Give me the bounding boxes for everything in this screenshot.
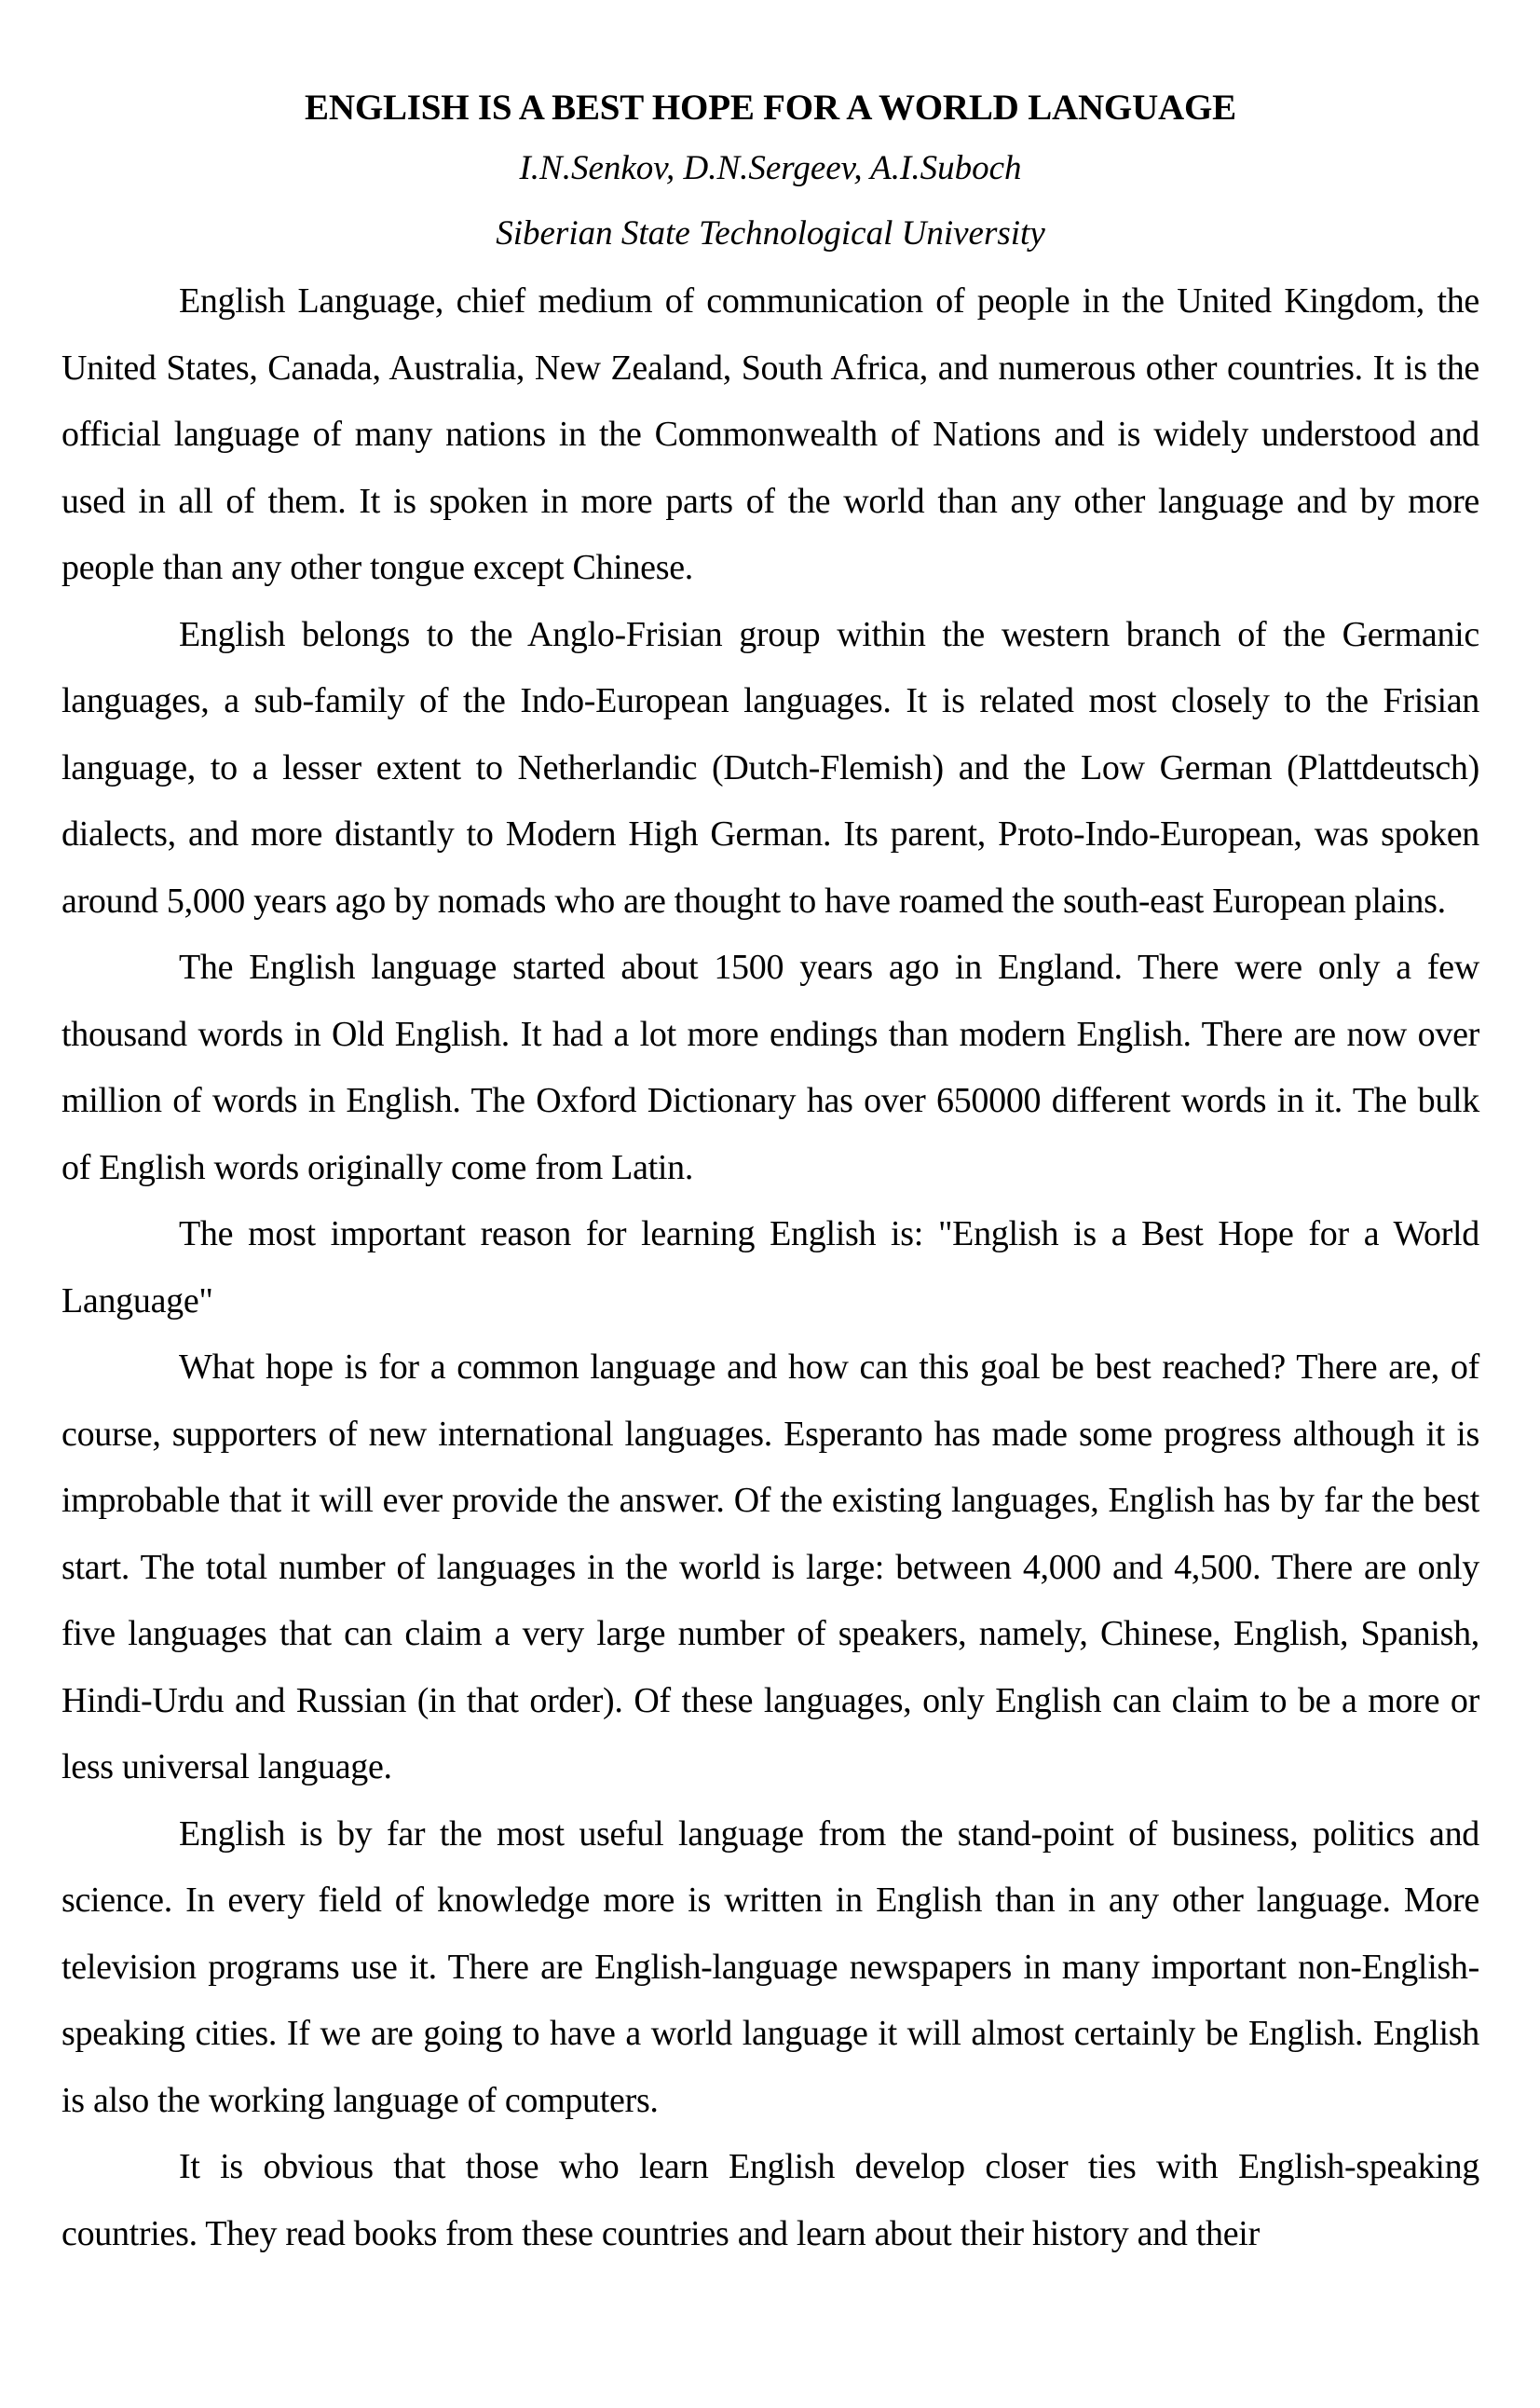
body-paragraph: English belongs to the Anglo-Frisian group within the western branch of the Germanic languages, a sub-family of the Indo-European languages. It is related most closely to the Frisian language, to a lesser extent to Netherlandic (Dutch-Flemish) and the Low German (Plattdeutsch) dialects, and more distantly to Modern High German. Its parent, Proto-Indo-European, was spoken around 5,000 years ago by nomads who are thought to have roamed the south-east European plains.	[61, 614, 1479, 921]
paper-title: ENGLISH IS A BEST HOPE FOR A WORLD LANGUAGE	[305, 88, 1236, 128]
author-list: I.N.Senkov, D.N.Sergeev, A.I.Suboch	[519, 149, 1022, 187]
article-body	[61, 268, 1479, 2267]
body-paragraph: The English language started about 1500 years ago in England. There were only a few thousand words in Old English. It had a lot more endings than modern English. There are now over million of words in English. The Oxford Dictionary has over 650000 different words in it. The bulk of English words originally come from Latin.	[61, 948, 1479, 1187]
body-paragraph: It is obvious that those who learn English develop closer ties with English-speaking countries. They read books from these countries and learn about their history and their	[61, 2147, 1479, 2253]
author-affiliation: Siberian State Technological University	[496, 214, 1045, 253]
document-page	[61, 80, 1479, 2267]
body-paragraph: English Language, chief medium of communication of people in the United Kingdom, the United States, Canada, Australia, New Zealand, South Africa, and numerous other countries. It is the official language of many nations in the Commonwealth of Nations and is widely understood and used in all of them. It is spoken in more parts of the world than any other language and by more people than any other tongue except Chinese.	[61, 281, 1479, 587]
body-paragraph: What hope is for a common language and how can this goal be best reached? There are, of course, supporters of new international languages. Esperanto has made some progress although it is improbable that it will ever provide the answer. Of the existing languages, English has by far the best start. The total number of languages in the world is large: between 4,000 and 4,500. There are only five languages that can claim a very large number of speakers, namely, Chinese, English, Spanish, Hindi-Urdu and Russian (in that order). Of these languages, only English can claim to be a more or less universal language.	[61, 1348, 1479, 1786]
body-paragraph: English is by far the most useful language from the stand-point of business, politics and science. In every field of knowledge more is written in English than in any other language. More television programs use it. There are English-language newspapers in many important non-English-speaking cities. If we are going to have a world language it will almost certainly be English. English is also the working language of computers.	[61, 1813, 1479, 2120]
body-paragraph: The most important reason for learning English is: "English is a Best Hope for a World Language"	[61, 1214, 1479, 1320]
